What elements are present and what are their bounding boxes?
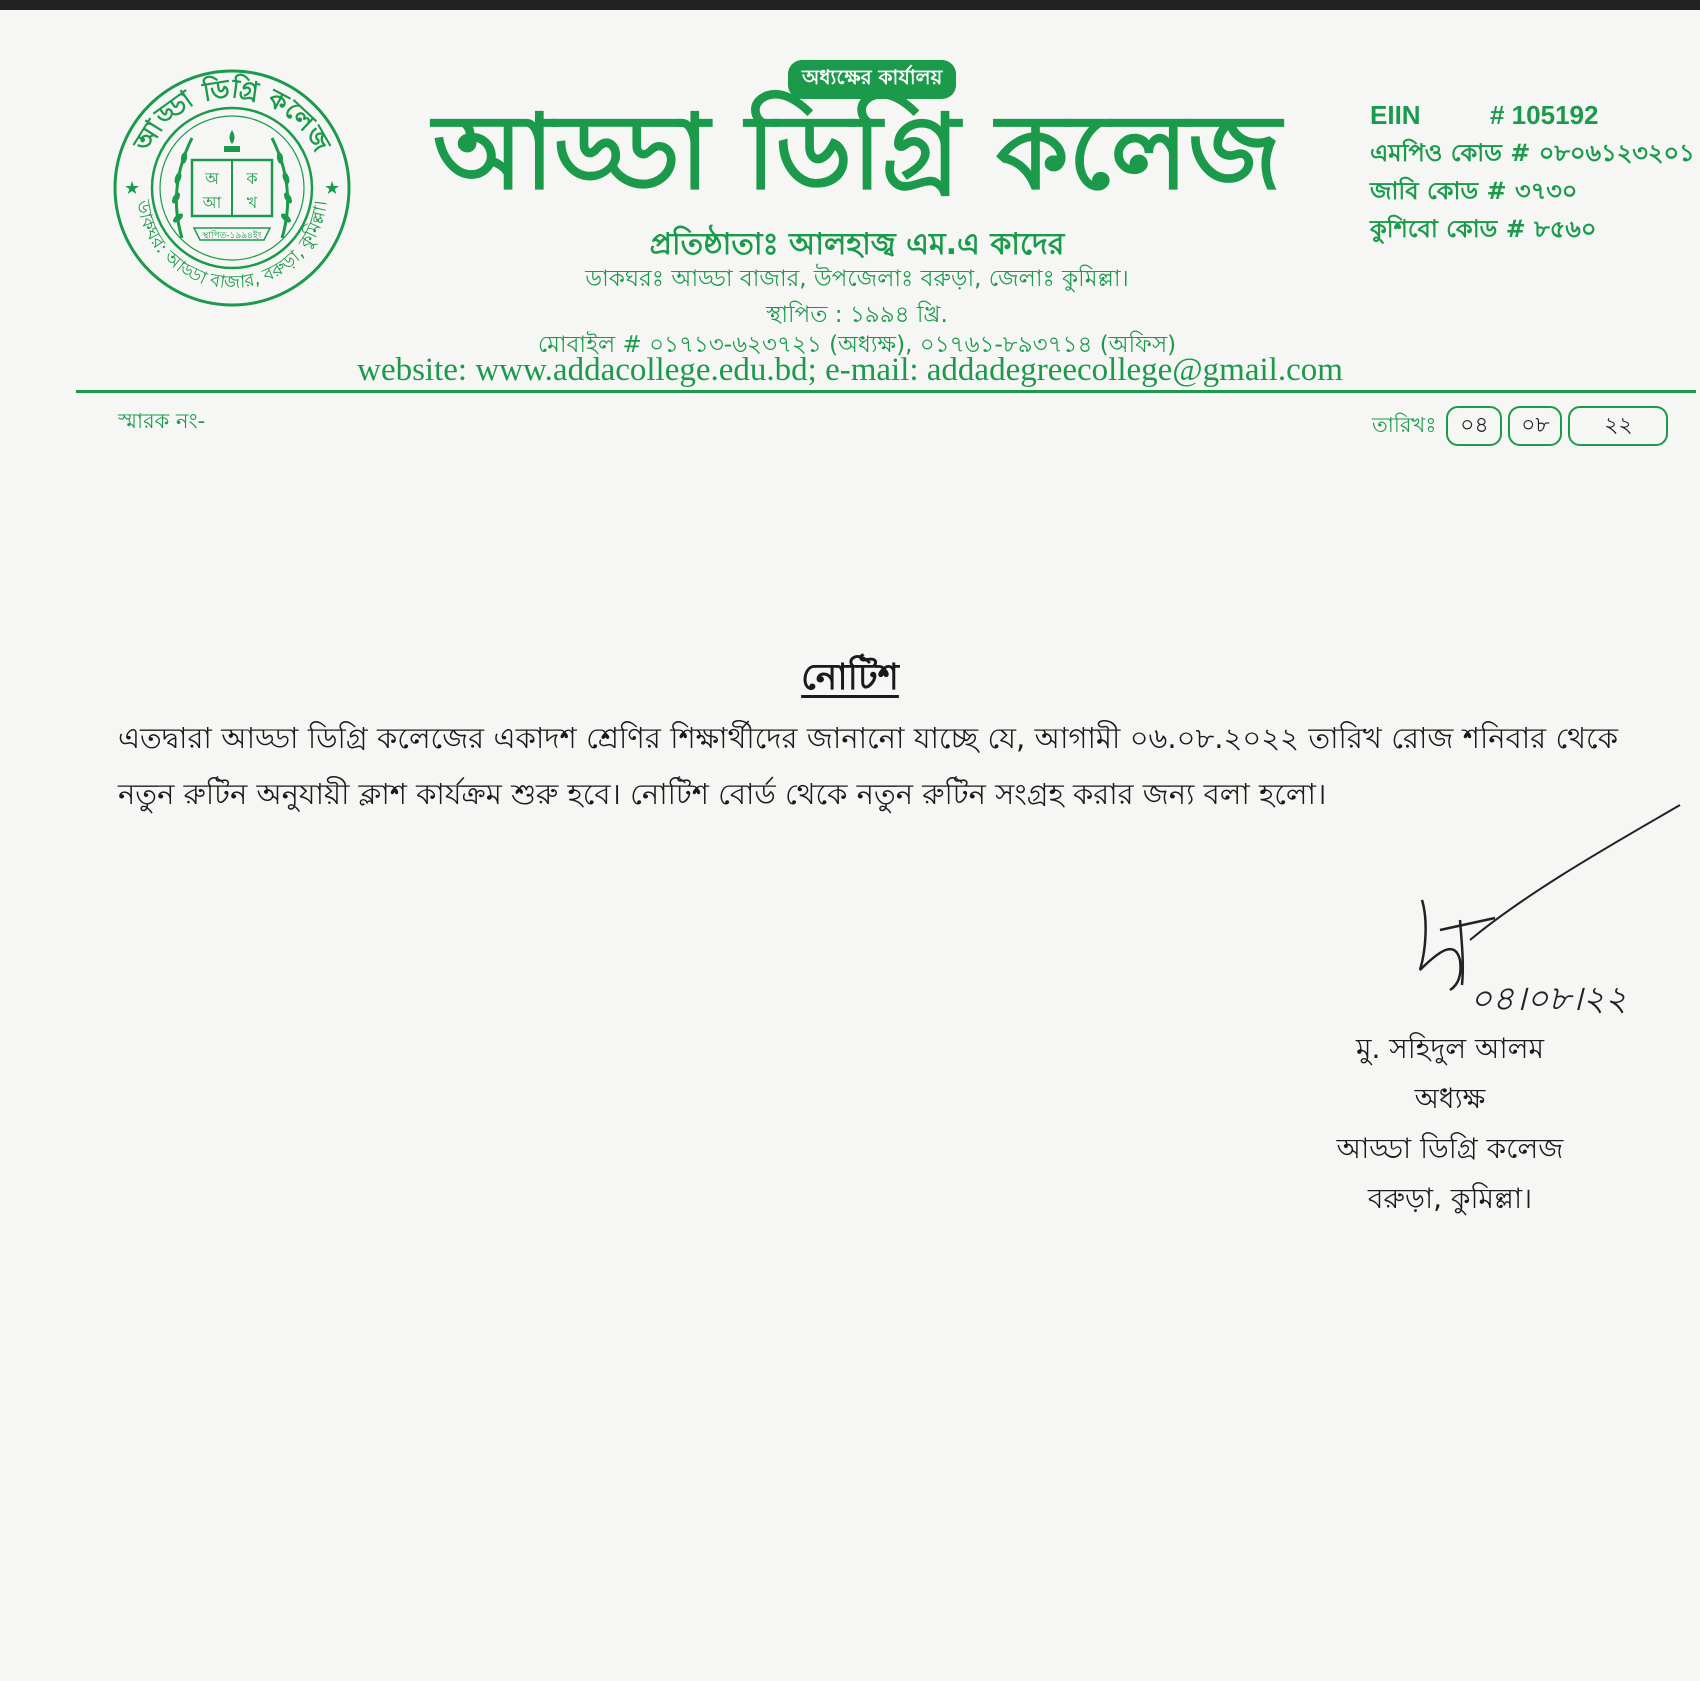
established-line: স্থাপিত : ১৯৯৪ খ্রি.: [766, 302, 948, 328]
signatory-name: মু. সহিদুল আলম: [1355, 1032, 1545, 1065]
date-year: ২২: [1568, 406, 1668, 446]
founder-line: প্রতিষ্ঠাতাঃ আলহাজ্ব এম.এ কাদের: [649, 227, 1065, 262]
svg-text:★: ★: [324, 178, 341, 199]
signatory-location: বরুড়া, কুমিল্লা।: [1367, 1182, 1533, 1215]
eiin-label: EIIN: [1370, 100, 1421, 130]
notice-title: নোটিশ: [801, 657, 899, 698]
date-field: [1372, 406, 1668, 446]
eiin-row: [1370, 96, 1690, 134]
eiin-value: # 105192: [1490, 100, 1599, 130]
signatory-designation: অধ্যক্ষ: [1414, 1082, 1486, 1115]
date-month: ০৮: [1508, 406, 1562, 446]
date-day: ০৪: [1446, 406, 1502, 446]
board-code: কুশিবো কোড # ৮৫৬০: [1370, 215, 1597, 243]
seal-letter-3: আ: [202, 193, 222, 212]
seal-letter-1: অ: [205, 169, 219, 188]
seal-letter-4: খ: [246, 193, 258, 212]
seal-ribbon-text: স্থাপিত-১৯৯৪ইং: [202, 231, 262, 241]
nu-code: জাবি কোড # ৩৭৩০: [1370, 177, 1578, 205]
signature-date: ০৪।০৮।২২: [1470, 979, 1627, 1019]
letterhead-divider: [76, 390, 1696, 393]
signatory-institution: আড্ডা ডিগ্রি কলেজ: [1336, 1132, 1564, 1165]
institution-codes: [1370, 96, 1695, 248]
address-line: ডাকঘরঃ আড্ডা বাজার, উপজেলাঃ বরুড়া, জেলাঃ কুমিল্লা।: [585, 266, 1129, 292]
mobile-line: মোবাইল # ০১৭১৩-৬২৩৭২১ (অধ্যক্ষ), ০১৭৬১-৮৯৩৭১৪ (অফিস): [537, 332, 1177, 358]
seal-letter-2: ক: [246, 169, 258, 188]
scan-top-edge: [0, 0, 1700, 10]
office-badge: অধ্যক্ষের কার্যালয়: [788, 60, 956, 99]
website-email-line: website: www.addacollege.edu.bd; e-mail: addadegreecollege@gmail.com: [357, 352, 1343, 388]
memo-number-label: স্মারক নং-: [118, 409, 206, 433]
svg-text:আড্ডা ডিগ্রি কলেজ: [128, 72, 337, 158]
college-name: আড্ডা ডিগ্রি কলেজ: [432, 91, 1282, 213]
seal-ring-bottom-text: ডাকঘর: আড্ডা বাজার, বরুড়া, কুমিল্লা।: [132, 198, 332, 294]
college-seal-icon: [112, 68, 352, 308]
date-label: তারিখঃ: [1372, 412, 1437, 437]
svg-text:★: ★: [124, 178, 141, 199]
notice-body: এতদ্বারা আড্ডা ডিগ্রি কলেজের একাদশ শ্রেণির শিক্ষার্থীদের জানানো যাচ্ছে যে, আগামী ০৬.০৮.২০২২ তারিখ রোজ শনিবার থেকে নতুন রুটিন অনুযায়ী ক্লাশ কার্যক্রম শুরু হবে। নোটিশ বোর্ড থেকে নতুন রুটিন সংগ্রহ করার জন্য বলা হলো।: [118, 721, 1618, 811]
seal-ring-top-text: আড্ডা ডিগ্রি কলেজ: [128, 74, 336, 157]
mpo-code: এমপিও কোড # ০৮০৬১২৩২০১: [1370, 139, 1695, 167]
handwritten-signature: [1400, 800, 1690, 1030]
signatory-block: [1300, 1024, 1600, 1224]
